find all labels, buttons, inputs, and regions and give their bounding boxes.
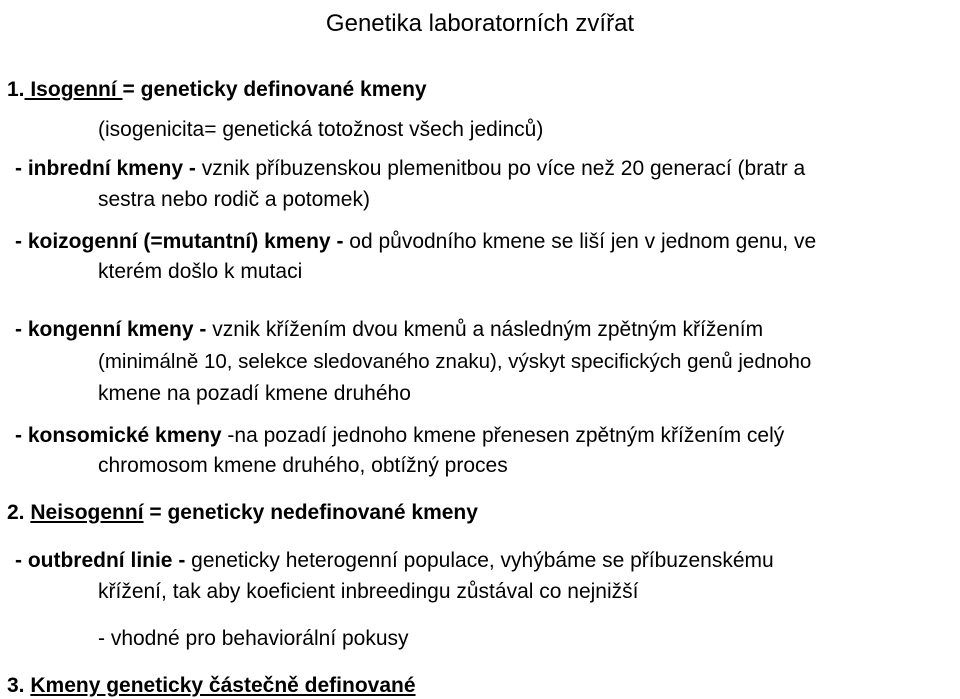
section-1-heading bbox=[7, 77, 427, 103]
coisogenic-text-2: kterém došlo k mutaci bbox=[98, 260, 303, 283]
inbred-text-2: sestra nebo rodič a potomek) bbox=[98, 188, 370, 211]
outbred-text-1: geneticky heterogenní populace, vyhýbáme se příbuzenskému bbox=[185, 549, 774, 572]
section-1-rest: = geneticky definované kmeny bbox=[122, 78, 427, 101]
slide-title: Genetika laboratorních zvířat bbox=[325, 10, 635, 37]
congenic-line-1 bbox=[15, 317, 763, 343]
outbred-term: - outbrední linie - bbox=[15, 549, 186, 572]
inbred-text-1: vznik příbuzenskou plemenitbou po více než 20 generací (bratr a bbox=[195, 157, 806, 180]
section-2-term: Neisogenní bbox=[30, 501, 144, 524]
consomic-term: - konsomické kmeny bbox=[15, 424, 222, 447]
section-1-term: Isogenní bbox=[24, 78, 123, 101]
section-1-note: (isogenicita= genetická totožnost všech jedinců) bbox=[98, 118, 544, 141]
congenic-text-3: kmene na pozadí kmene druhého bbox=[98, 382, 411, 405]
coisogenic-term: - koizogenní (=mutantní) kmeny - bbox=[15, 230, 344, 253]
coisogenic-line-1 bbox=[15, 229, 816, 255]
outbred-text-2: křížení, tak aby koeficient inbreedingu zůstával co nejnižší bbox=[98, 580, 639, 603]
section-2-rest: = geneticky nedefinované kmeny bbox=[143, 501, 478, 524]
congenic-term: - kongenní kmeny - bbox=[15, 318, 207, 341]
section-2-heading bbox=[7, 500, 478, 526]
outbred-line-1 bbox=[15, 548, 774, 574]
coisogenic-text-1: od původního kmene se liší jen v jednom genu, ve bbox=[343, 230, 817, 253]
inbred-line-1 bbox=[15, 156, 805, 182]
section-3-number: 3. bbox=[7, 674, 25, 697]
consomic-text-1: -na pozadí jednoho kmene přenesen zpětným křížením celý bbox=[221, 424, 785, 447]
section-2-number: 2. bbox=[7, 501, 25, 524]
outbred-text-3: - vhodné pro behaviorální pokusy bbox=[98, 627, 409, 650]
section-1-number: 1. bbox=[7, 78, 25, 101]
congenic-text-2: (minimálně 10, selekce sledovaného znaku), výskyt specifických genů jednoho bbox=[98, 350, 812, 373]
section-3-heading bbox=[7, 673, 416, 699]
consomic-text-2: chromosom kmene druhého, obtížný proces bbox=[98, 454, 508, 477]
consomic-line-1 bbox=[15, 423, 784, 449]
congenic-text-1: vznik křížením dvou kmenů a následným zpětným křížením bbox=[206, 318, 764, 341]
inbred-term: - inbrední kmeny - bbox=[15, 157, 196, 180]
section-3-term: Kmeny geneticky částečně definované bbox=[30, 674, 416, 697]
